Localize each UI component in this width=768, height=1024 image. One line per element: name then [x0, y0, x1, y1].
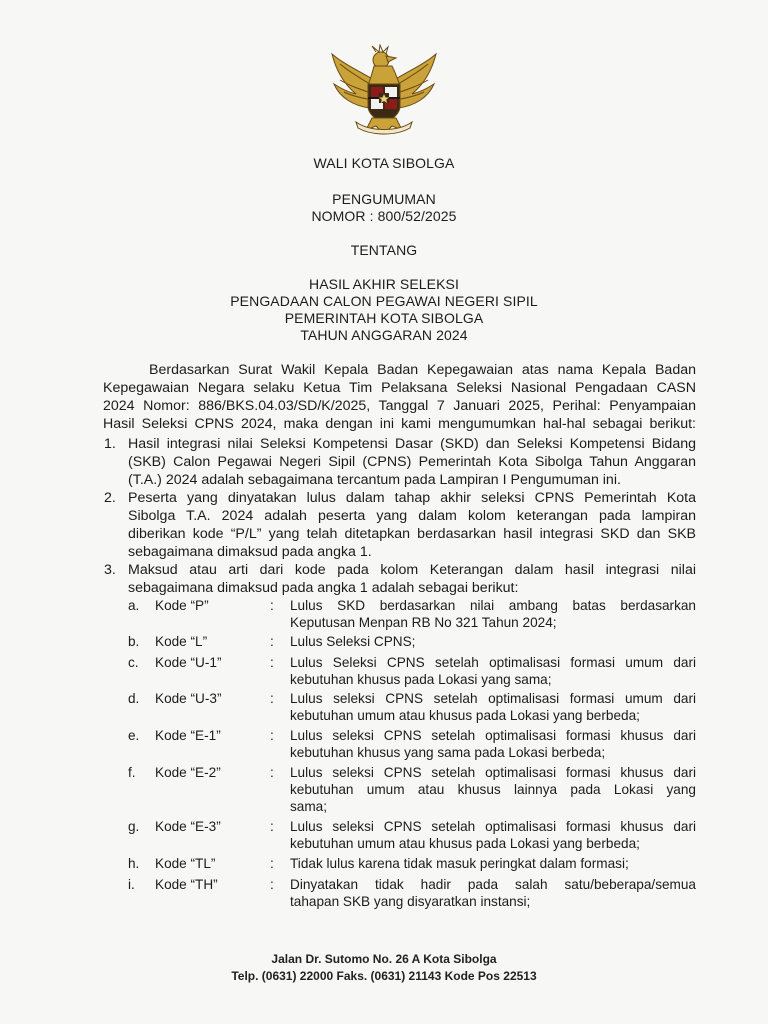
code-desc [290, 654, 696, 688]
code-desc [290, 727, 696, 761]
code-label: Kode “U-3” [155, 691, 222, 706]
title-line-2: PENGADAAN CALON PEGAWAI NEGERI SIPIL [230, 293, 538, 309]
code-label: Kode “TH” [155, 877, 218, 892]
doc-type: PENGUMUMAN [332, 191, 436, 207]
code-label: Kode “TL” [155, 856, 216, 871]
code-colon: : [270, 877, 274, 892]
code-desc-line: Lulus seleksi CPNS setelah optimalisasi formasi khusus dari [290, 819, 696, 834]
code-colon: : [270, 819, 274, 834]
code-desc-line: tahapan SKB yang disyaratkan instansi; [290, 894, 531, 909]
code-desc [290, 764, 696, 815]
code-desc [290, 690, 696, 724]
code-desc-line: sama; [290, 799, 328, 814]
code-desc-line: Lulus SKD berdasarkan nilai ambang batas berdasarkan [290, 598, 696, 613]
about-label: TENTANG [350, 242, 418, 258]
point-line: Hasil integrasi nilai Seleksi Kompetensi Dasar (SKD) dan Seleksi Kompetensi Bidang [128, 436, 696, 452]
point-line: diberikan kode “P/L” yang telah ditetapkan berdasarkan hasil integrasi SKD dan SKB [128, 526, 696, 542]
intro-paragraph [103, 361, 696, 433]
code-desc-line: Tidak lulus karena tidak masuk peringkat dalam formasi; [290, 856, 629, 871]
code-label: Kode “E-3” [155, 819, 221, 834]
code-label: Kode “E-2” [155, 765, 221, 780]
issuer-title: WALI KOTA SIBOLGA [313, 155, 455, 171]
code-desc-line: Keputusan Menpan RB No 321 Tahun 2024; [290, 615, 557, 630]
intro-line: Berdasarkan Surat Wakil Kepala Badan Kepegawaian atas nama Kepala Badan [149, 362, 696, 378]
code-letter: b. [128, 634, 140, 649]
code-desc [290, 818, 696, 852]
code-desc-line: kebutuhan khusus pada Lokasi yang sama; [290, 672, 552, 687]
code-letter: a. [128, 598, 140, 613]
footer-contact: Telp. (0631) 22000 Faks. (0631) 21143 Kode Pos 22513 [231, 969, 537, 983]
title-line-1: HASIL AKHIR SELEKSI [308, 276, 459, 292]
intro-line: Hasil Seleksi CPNS 2024, maka dengan ini kami mengumumkan hal-hal sebagai berikut: [103, 416, 696, 432]
code-desc-line: kebutuhan umum atau khusus pada Lokasi yang berbeda; [290, 708, 640, 723]
code-letter: g. [128, 819, 140, 834]
intro-line: Kepegawaian Negara selaku Ketua Tim Pelaksana Seleksi Nasional Pengadaan CASN [103, 380, 696, 396]
code-colon: : [270, 856, 274, 871]
point-3-text [128, 561, 696, 597]
code-colon: : [270, 655, 274, 670]
code-desc-line: Lulus seleksi CPNS setelah optimalisasi formasi khusus dari [290, 728, 696, 743]
point-2-text [128, 489, 696, 561]
point-line: Peserta yang dinyatakan lulus dalam tahap akhir seleksi CPNS Pemerintah Kota [128, 490, 696, 506]
point-line: (T.A.) 2024 adalah sebagaimana tercantum pada Lampiran I Pengumuman ini. [128, 472, 621, 488]
code-desc [290, 855, 696, 872]
code-colon: : [270, 598, 274, 613]
code-desc-line: kebutuhan umum atau khusus pada Lokasi yang berbeda; [290, 836, 640, 851]
code-desc-line: kebutuhan umum atau khusus lainnya pada Lokasi yang [290, 782, 696, 797]
code-letter: f. [128, 765, 136, 780]
code-letter: e. [128, 728, 140, 743]
point-line: sebagaimana dimaksud pada angka 1 adalah sebagai berikut: [128, 580, 519, 596]
code-desc [290, 597, 696, 631]
code-label: Kode “L” [155, 634, 208, 649]
code-desc [290, 876, 696, 910]
code-letter: d. [128, 691, 140, 706]
code-letter: h. [128, 856, 140, 871]
point-number: 3. [104, 562, 116, 578]
point-1-text [128, 435, 696, 489]
code-desc-line: kebutuhan khusus yang sama pada Lokasi berbeda; [290, 745, 606, 760]
code-desc [290, 633, 696, 650]
point-number: 1. [104, 436, 116, 452]
code-colon: : [270, 765, 274, 780]
code-label: Kode “E-1” [155, 728, 221, 743]
title-line-3: PEMERINTAH KOTA SIBOLGA [284, 310, 484, 326]
code-colon: : [270, 634, 274, 649]
title-line-4: TAHUN ANGGARAN 2024 [300, 327, 468, 343]
doc-number: NOMOR : 800/52/2025 [311, 208, 457, 224]
code-label: Kode “P” [155, 598, 209, 613]
intro-line: 2024 Nomor: 886/BKS.04.03/SD/K/2025, Tanggal 7 Januari 2025, Perihal: Penyampaian [103, 398, 696, 414]
code-desc-line: Lulus seleksi CPNS setelah optimalisasi formasi umum dari [290, 691, 696, 706]
point-line: Sibolga T.A. 2024 adalah peserta yang dalam kolom keterangan pada lampiran [128, 508, 696, 524]
code-desc-line: Lulus seleksi CPNS setelah optimalisasi formasi khusus dari [290, 765, 696, 780]
code-desc-line: Lulus Seleksi CPNS setelah optimalisasi formasi umum dari [290, 655, 696, 670]
code-letter: i. [128, 877, 135, 892]
code-desc-line: Lulus Seleksi CPNS; [290, 634, 416, 649]
footer-address: Jalan Dr. Sutomo No. 26 A Kota Sibolga [271, 952, 497, 966]
garuda-emblem-icon [326, 44, 442, 136]
point-line: Maksud atau arti dari kode pada kolom Keterangan dalam hasil integrasi nilai [128, 562, 696, 578]
code-desc-line: Dinyatakan tidak hadir pada salah satu/beberapa/semua [290, 877, 696, 892]
code-letter: c. [128, 655, 139, 670]
code-label: Kode “U-1” [155, 655, 222, 670]
point-number: 2. [104, 490, 116, 506]
point-line: (SKB) Calon Pegawai Negeri Sipil (CPNS) Pemerintah Kota Sibolga Tahun Anggaran [128, 454, 696, 470]
code-colon: : [270, 691, 274, 706]
code-colon: : [270, 728, 274, 743]
point-line: sebagaimana dimaksud pada angka 1. [128, 544, 372, 560]
